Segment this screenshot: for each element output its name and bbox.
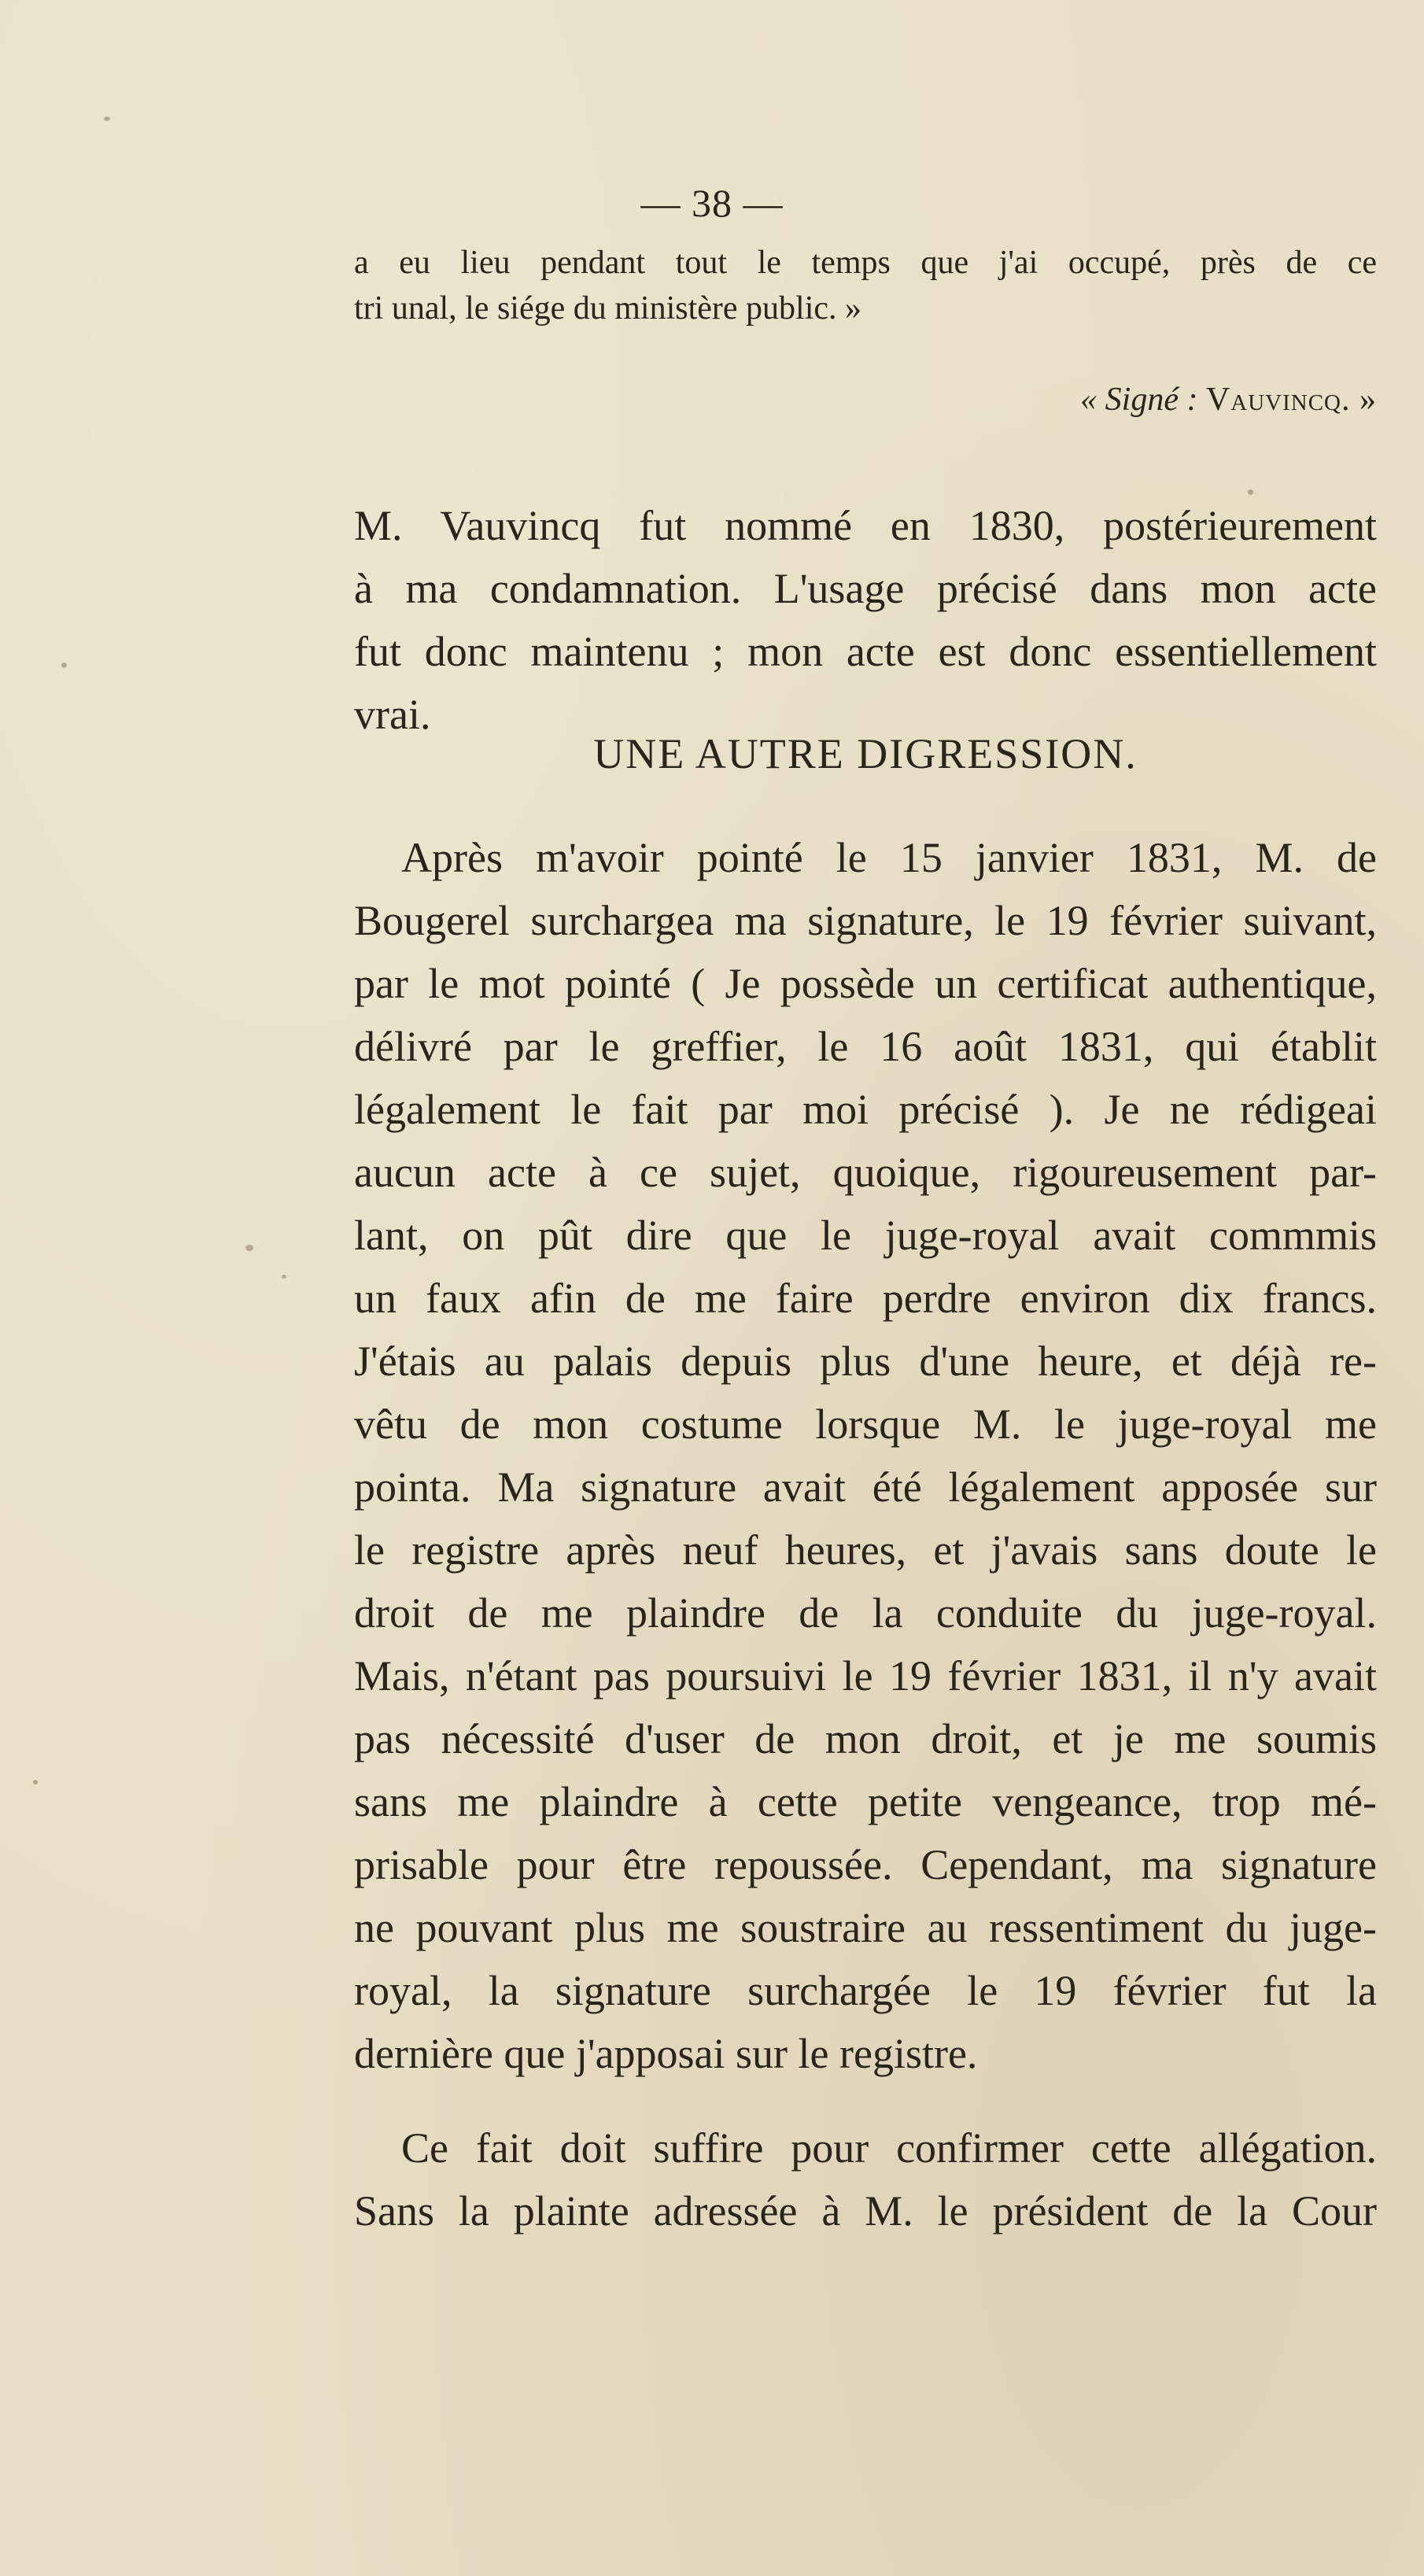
text-line: droit de me plaindre de la conduite du juge-royal. bbox=[354, 1589, 1377, 1637]
paper-speck bbox=[282, 1275, 286, 1279]
text-line: vêtu de mon costume lorsque M. le juge-royal me bbox=[354, 1401, 1377, 1448]
text-line: par le mot pointé ( Je possède un certificat authentique, bbox=[354, 960, 1377, 1007]
signature-line bbox=[1080, 376, 1377, 423]
text-line: aucun acte à ce sujet, quoique, rigoureusement par- bbox=[354, 1149, 1377, 1196]
section-heading: UNE AUTRE DIGRESSION. bbox=[593, 730, 1138, 777]
paragraph-digression bbox=[354, 826, 1377, 2085]
paper-speck bbox=[245, 1245, 253, 1251]
text-line: sans me plaindre à cette petite vengeance, trop mé- bbox=[354, 1778, 1377, 1825]
text-line: fut donc maintenu ; mon acte est donc essentiellement bbox=[354, 628, 1377, 675]
page-number: — 38 — bbox=[640, 181, 784, 225]
text-line: légalement le fait par moi précisé ). Je ne rédigeai bbox=[354, 1086, 1377, 1133]
signature-label: « Signé : bbox=[1080, 382, 1198, 418]
text-line: pointa. Ma signature avait été légalement apposée sur bbox=[354, 1463, 1377, 1511]
text-line: vrai. bbox=[354, 691, 431, 738]
text-line: ne pouvant plus me soustraire au ressentiment du juge- bbox=[354, 1904, 1377, 1951]
text-line: à ma condamnation. L'usage précisé dans mon acte bbox=[354, 565, 1377, 612]
text-line: lant, on pût dire que le juge-royal avait commmis bbox=[354, 1212, 1377, 1259]
paragraph-allegation bbox=[354, 2117, 1377, 2242]
text-line: Sans la plainte adressée à M. le président de la Cour bbox=[354, 2187, 1377, 2235]
paper-speck bbox=[61, 662, 67, 668]
text-line: J'étais au palais depuis plus d'une heure, et déjà re- bbox=[354, 1338, 1377, 1385]
intro-text bbox=[354, 240, 1377, 331]
paper-speck bbox=[104, 116, 110, 121]
paper-speck bbox=[33, 1780, 38, 1784]
text-line: délivré par le greffier, le 16 août 1831, qui établit bbox=[354, 1023, 1377, 1070]
text-line: un faux afin de me faire perdre environ dix francs. bbox=[354, 1275, 1377, 1322]
text-line: M. Vauvincq fut nommé en 1830, postérieurement bbox=[354, 502, 1377, 549]
text-line: prisable pour être repoussée. Cependant, ma signature bbox=[354, 1841, 1377, 1888]
signature-name: Vauvincq. » bbox=[1205, 382, 1377, 418]
text-line: Bougerel surchargea ma signature, le 19 février suivant, bbox=[354, 897, 1377, 944]
text-line: royal, la signature surchargée le 19 février fut la bbox=[354, 1967, 1377, 2014]
text-line: pas nécessité d'user de mon droit, et je me soumis bbox=[354, 1715, 1377, 1762]
paragraph-vauvincq bbox=[354, 494, 1377, 746]
text-line: a eu lieu pendant tout le temps que j'ai occupé, près de ce bbox=[354, 245, 1377, 281]
text-line: Ce fait doit suffire pour confirmer cette allégation. bbox=[401, 2124, 1377, 2172]
text-line: tri unal, le siége du ministère public. » bbox=[354, 290, 862, 327]
text-line: dernière que j'apposai sur le registre. bbox=[354, 2030, 978, 2077]
paper-speck bbox=[1248, 489, 1253, 495]
text-line: le registre après neuf heures, et j'avais sans doute le bbox=[354, 1526, 1377, 1574]
text-line: Après m'avoir pointé le 15 janvier 1831, M. de bbox=[401, 834, 1377, 881]
text-line: Mais, n'étant pas poursuivi le 19 février 1831, il n'y avait bbox=[354, 1652, 1377, 1699]
